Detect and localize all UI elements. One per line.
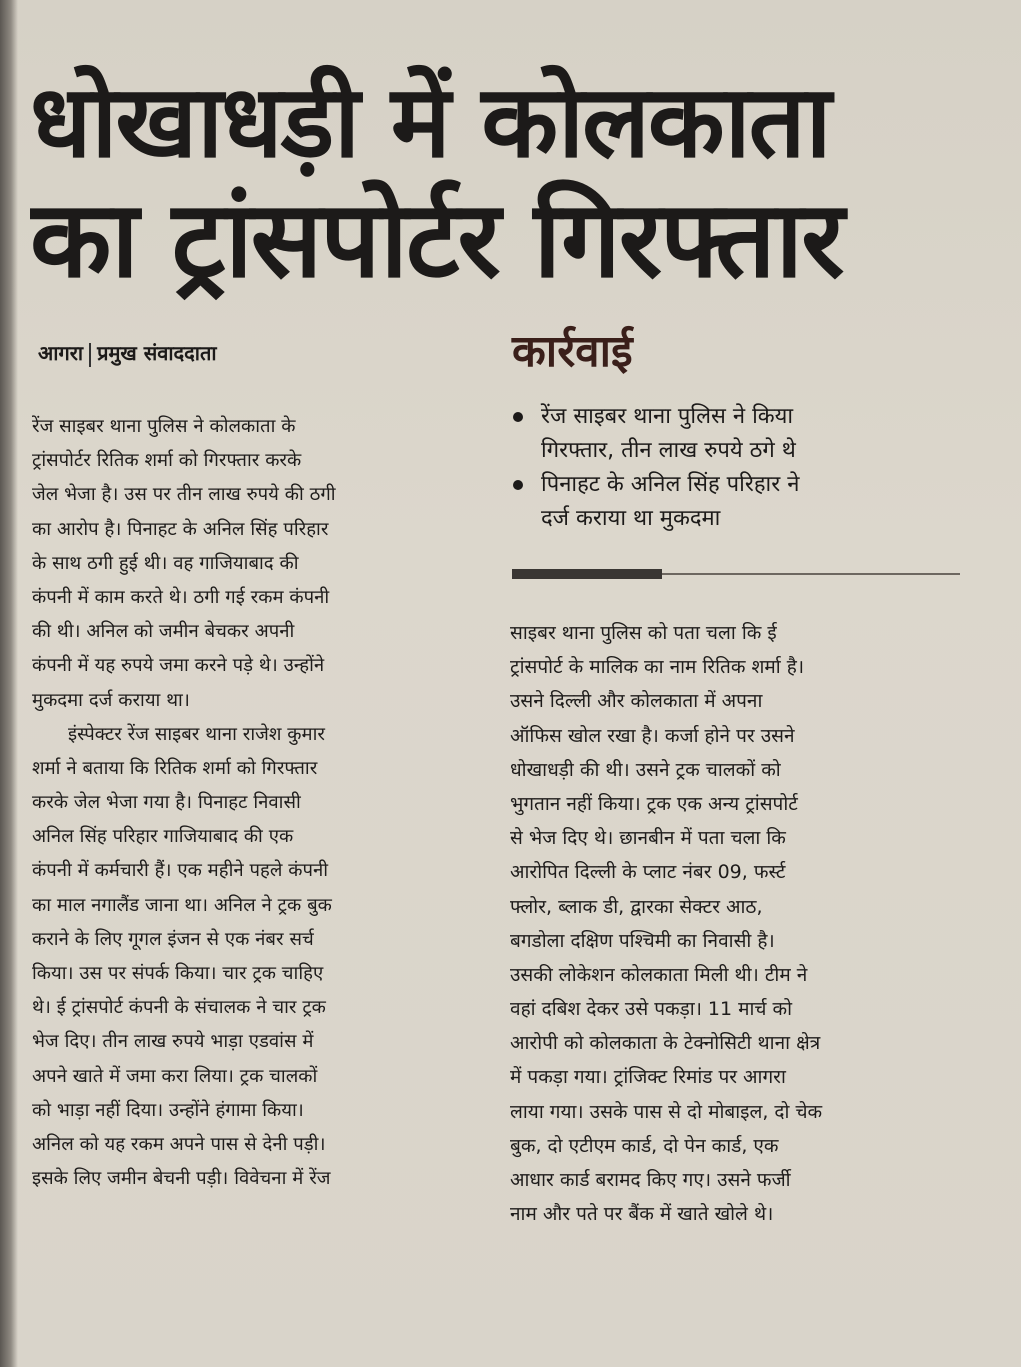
article-line: साइबर थाना पुलिस को पता चला कि ई — [510, 622, 777, 644]
article-line: जेल भेजा है। उस पर तीन लाख रुपये की ठगी — [32, 484, 336, 506]
article-line: रेंज साइबर थाना पुलिस ने कोलकाता के — [32, 416, 296, 437]
page-edge-shadow — [0, 0, 18, 1367]
article-line: धोखाधड़ी की थी। उसने ट्रक चालकों को — [510, 758, 781, 781]
article-line: किया। उस पर संपर्क किया। चार ट्रक चाहिए — [32, 963, 324, 984]
highlight-text: गिरफ्तार, तीन लाख रुपये ठगे थे — [541, 438, 796, 463]
article-line: वहां दबिश देकर उसे पकड़ा। 11 मार्च को — [510, 998, 793, 1021]
article-line: मुकदमा दर्ज कराया था। — [32, 689, 190, 711]
article-column-left — [32, 410, 472, 1196]
highlights-title: कार्रवाई — [512, 326, 633, 377]
article-column-right — [510, 616, 958, 1231]
article-line: अपने खाते में जमा करा लिया। ट्रक चालकों — [32, 1065, 318, 1087]
byline-reporter: प्रमुख संवाददाता — [97, 341, 217, 365]
byline-separator — [89, 343, 91, 367]
article-line: का आरोप है। पिनाहट के अनिल सिंह परिहार — [32, 518, 329, 540]
article-line: ट्रांसपोर्ट के मालिक का नाम रितिक शर्मा है। — [510, 656, 805, 679]
headline-line-2: का ट्रांसपोर्टर गिरफ्तार — [30, 178, 843, 301]
article-line: के साथ ठगी हुई थी। वह गाजियाबाद की — [32, 552, 299, 574]
article-line: कराने के लिए गूगल इंजन से एक नंबर सर्च — [32, 928, 314, 950]
highlight-text: दर्ज कराया था मुकदमा — [541, 506, 721, 531]
highlights-bullets — [505, 400, 915, 536]
bullet-dot-icon — [513, 480, 523, 490]
byline-city: आगरा — [38, 341, 84, 365]
article-line: को भाड़ा नहीं दिया। उन्होंने हंगामा किया। — [32, 1099, 304, 1121]
article-line: उसकी लोकेशन कोलकाता मिली थी। टीम ने — [510, 963, 808, 986]
highlight-text: पिनाहट के अनिल सिंह परिहार ने — [541, 472, 800, 497]
article-line: अनिल सिंह परिहार गाजियाबाद की एक — [32, 826, 294, 848]
article-line: बगडोला दक्षिण पश्चिमी का निवासी है। — [510, 929, 775, 952]
article-line: इसके लिए जमीन बेचनी पड़ी। विवेचना में रेंज — [32, 1168, 331, 1190]
article-line: भेज दिए। तीन लाख रुपये भाड़ा एडवांस में — [32, 1031, 314, 1053]
bullet-dot-icon — [513, 412, 523, 422]
highlight-bullet — [505, 468, 915, 536]
article-line: अनिल को यह रकम अपने पास से देनी पड़ी। — [32, 1133, 326, 1155]
article-line: में पकड़ा गया। ट्रांजिक्ट रिमांड पर आगरा — [510, 1066, 786, 1089]
article-line: करके जेल भेजा गया है। पिनाहट निवासी — [32, 792, 301, 814]
article-line: बुक, दो एटीएम कार्ड, दो पेन कार्ड, एक — [510, 1134, 779, 1157]
highlight-text: रेंज साइबर थाना पुलिस ने किया — [541, 404, 794, 429]
article-line: उसने दिल्ली और कोलकाता में अपना — [510, 690, 763, 713]
divider-accent — [512, 569, 662, 579]
article-line: कंपनी में यह रुपये जमा करने पड़े थे। उन्होंने — [32, 655, 325, 677]
article-line: शर्मा ने बताया कि रितिक शर्मा को गिरफ्तार — [32, 757, 318, 779]
byline — [38, 338, 217, 368]
article-line: लाया गया। उसके पास से दो मोबाइल, दो चेक — [510, 1100, 823, 1123]
highlight-bullet — [505, 400, 915, 468]
article-line: ट्रांसपोर्टर रितिक शर्मा को गिरफ्तार करके — [32, 450, 302, 472]
article-line: इंस्पेक्टर रेंज साइबर थाना राजेश कुमार — [68, 723, 325, 745]
headline-line-1: धोखाधड़ी में कोलकाता — [30, 63, 830, 180]
highlights-divider — [512, 573, 960, 575]
article-line: आधार कार्ड बरामद किए गए। उसने फर्जी — [510, 1169, 791, 1191]
article-line: से भेज दिए थे। छानबीन में पता चला कि — [510, 827, 786, 850]
article-line: आरोपी को कोलकाता के टेक्नोसिटी थाना क्षेत्र — [510, 1032, 821, 1055]
article-line: आरोपित दिल्ली के प्लाट नंबर 09, फर्स्ट — [510, 861, 786, 884]
article-line: नाम और पते पर बैंक में खाते खोले थे। — [510, 1203, 774, 1226]
article-line: कंपनी में कर्मचारी हैं। एक महीने पहले कंपनी — [32, 860, 329, 882]
article-line: कंपनी में काम करते थे। ठगी गई रकम कंपनी — [32, 586, 330, 608]
article-line: थे। ई ट्रांसपोर्ट कंपनी के संचालक ने चार ट्रक — [32, 997, 326, 1019]
article-line: की थी। अनिल को जमीन बेचकर अपनी — [32, 621, 295, 643]
article-line: का माल नगालैंड जाना था। अनिल ने ट्रक बुक — [32, 894, 332, 916]
article-line: ऑफिस खोल रखा है। कर्जा होने पर उसने — [510, 724, 795, 747]
article-line: फ्लोर, ब्लाक डी, द्वारका सेक्टर आठ, — [510, 895, 763, 918]
article-line: भुगतान नहीं किया। ट्रक एक अन्य ट्रांसपोर्ट — [510, 792, 798, 815]
